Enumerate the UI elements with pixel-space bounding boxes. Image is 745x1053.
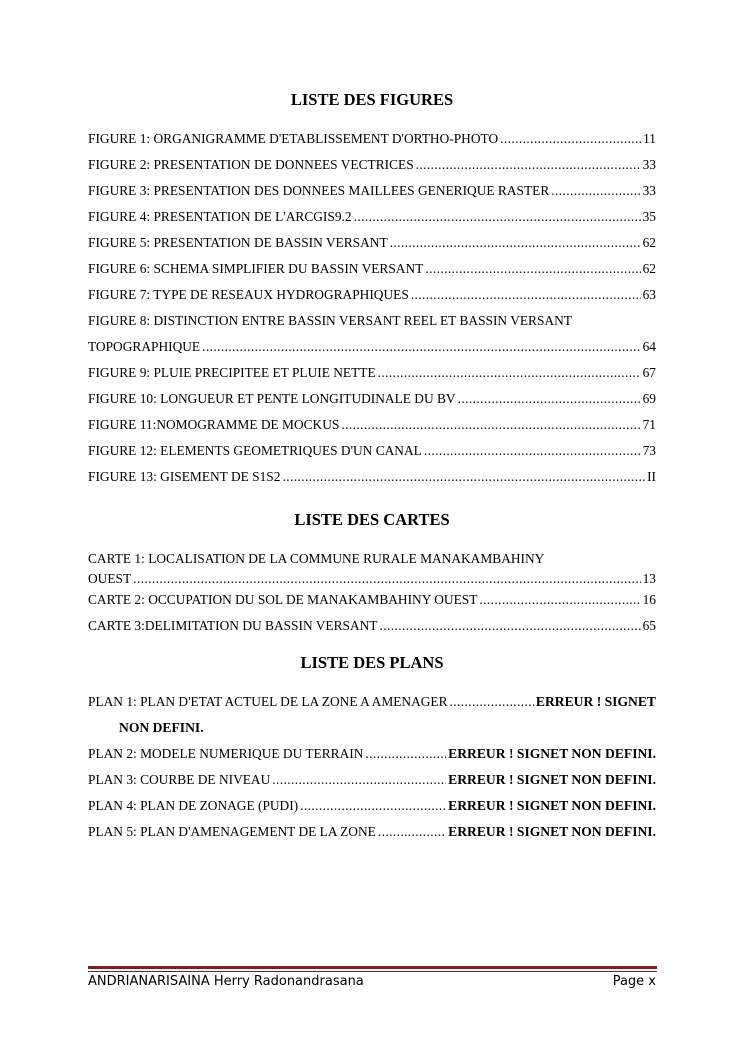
toc-entry-title: PLAN 4: PLAN DE ZONAGE (PUDI) — [88, 798, 299, 813]
dot-leader — [380, 617, 641, 635]
dot-leader — [479, 591, 640, 609]
toc-entry-error: ERREUR ! SIGNET — [535, 694, 656, 709]
dot-leader — [424, 442, 641, 460]
dot-leader — [354, 208, 641, 226]
toc-entry[interactable] — [88, 390, 656, 408]
toc-entry-page: 64 — [642, 339, 656, 354]
toc-entry-error: ERREUR ! SIGNET NON DEFINI. — [448, 746, 656, 761]
toc-entry-title: PLAN 2: MODELE NUMERIQUE DU TERRAIN — [88, 746, 364, 761]
toc-entry-page: 71 — [642, 417, 656, 432]
dot-leader — [282, 468, 645, 486]
toc-entry-title: FIGURE 12: ELEMENTS GEOMETRIQUES D'UN CANAL — [88, 443, 422, 458]
toc-entry[interactable] — [88, 771, 656, 789]
toc-entry[interactable] — [88, 130, 656, 148]
toc-entry-title: FIGURE 3: PRESENTATION DES DONNEES MAILLEES GENERIQUE RASTER — [88, 183, 550, 198]
toc-entry-title-line1[interactable]: FIGURE 8: DISTINCTION ENTRE BASSIN VERSANT REEL ET BASSIN VERSANT — [88, 313, 572, 328]
dot-leader — [551, 182, 640, 200]
toc-entry[interactable] — [88, 468, 656, 486]
dot-leader — [450, 693, 534, 711]
toc-entry-title: FIGURE 13: GISEMENT DE S1S2 — [88, 469, 281, 484]
dot-leader — [365, 745, 446, 763]
dot-leader — [390, 234, 641, 252]
toc-entry-title: FIGURE 2: PRESENTATION DE DONNEES VECTRICES — [88, 157, 414, 172]
toc-entry-page: 65 — [642, 618, 656, 633]
dot-leader — [416, 156, 641, 174]
toc-entry-title: CARTE 2: OCCUPATION DU SOL DE MANAKAMBAHINY OUEST — [88, 592, 478, 607]
toc-entry-page: 62 — [642, 235, 656, 250]
toc-entry-title: FIGURE 7: TYPE DE RESEAUX HYDROGRAPHIQUES — [88, 287, 409, 302]
toc-entry[interactable] — [88, 234, 656, 252]
toc-entry[interactable] — [88, 208, 656, 226]
toc-entry-error: ERREUR ! SIGNET NON DEFINI. — [448, 798, 656, 813]
footer-page-number: Page x — [612, 974, 656, 989]
toc-entry-title: TOPOGRAPHIQUE — [88, 339, 201, 354]
dot-leader — [378, 823, 446, 841]
toc-entry[interactable] — [88, 442, 656, 460]
toc-entry[interactable] — [88, 617, 656, 635]
dot-leader — [341, 416, 640, 434]
toc-entry-title: FIGURE 5: PRESENTATION DE BASSIN VERSANT — [88, 235, 388, 250]
figures-heading: LISTE DES FIGURES — [290, 90, 454, 109]
toc-entry-page: 63 — [642, 287, 656, 302]
toc-entry[interactable] — [88, 182, 656, 200]
toc-entry-page: 33 — [642, 183, 656, 198]
toc-entry-title: OUEST — [88, 571, 132, 586]
toc-entry[interactable] — [88, 823, 656, 841]
toc-entry[interactable] — [88, 260, 656, 278]
dot-leader — [458, 390, 641, 408]
toc-entry-page: II — [647, 469, 656, 484]
toc-entry-error: ERREUR ! SIGNET NON DEFINI. — [448, 772, 656, 787]
toc-entry-page: 13 — [642, 571, 656, 586]
toc-entry[interactable] — [88, 591, 656, 609]
toc-entry-page: 62 — [642, 261, 656, 276]
toc-entry[interactable] — [88, 156, 656, 174]
plans-heading: LISTE DES PLANS — [300, 653, 444, 672]
toc-entry[interactable] — [88, 286, 656, 304]
toc-entry-page: 16 — [642, 592, 656, 607]
toc-entry-page: 67 — [642, 365, 656, 380]
dot-leader — [300, 797, 446, 815]
toc-entry-title: CARTE 3:DELIMITATION DU BASSIN VERSANT — [88, 618, 378, 633]
dot-leader — [272, 771, 446, 789]
toc-entry[interactable] — [88, 797, 656, 815]
toc-entry[interactable] — [88, 364, 656, 382]
toc-entry-title: FIGURE 9: PLUIE PRECIPITEE ET PLUIE NETTE — [88, 365, 376, 380]
toc-entry[interactable] — [88, 693, 656, 711]
toc-entry-page: 73 — [642, 443, 656, 458]
toc-entry[interactable] — [88, 570, 656, 588]
toc-entry-page: 35 — [642, 209, 656, 224]
toc-entry-error: ERREUR ! SIGNET NON DEFINI. — [448, 824, 656, 839]
toc-entry-title: PLAN 3: COURBE DE NIVEAU — [88, 772, 271, 787]
toc-entry-title: FIGURE 10: LONGUEUR ET PENTE LONGITUDINALE DU BV — [88, 391, 456, 406]
toc-entry[interactable] — [88, 416, 656, 434]
dot-leader — [411, 286, 641, 304]
toc-entry-title: PLAN 5: PLAN D'AMENAGEMENT DE LA ZONE — [88, 824, 376, 839]
page-footer — [88, 974, 656, 992]
toc-entry-title-line1[interactable]: CARTE 1: LOCALISATION DE LA COMMUNE RURALE MANAKAMBAHINY — [88, 551, 545, 566]
footer-author: ANDRIANARISAINA Herry Radonandrasana — [88, 974, 364, 989]
dot-leader — [500, 130, 641, 148]
toc-entry[interactable] — [88, 338, 656, 356]
dot-leader — [378, 364, 641, 382]
toc-entry-error-continuation: NON DEFINI. — [119, 720, 204, 735]
toc-entry[interactable] — [88, 745, 656, 763]
toc-entry-page: 69 — [642, 391, 656, 406]
footer-rule-thick — [88, 966, 657, 969]
dot-leader — [425, 260, 640, 278]
footer-rule-thin — [88, 971, 657, 972]
toc-entry-title: FIGURE 4: PRESENTATION DE L'ARCGIS9.2 — [88, 209, 352, 224]
toc-entry-title: FIGURE 6: SCHEMA SIMPLIFIER DU BASSIN VERSANT — [88, 261, 424, 276]
toc-entry-title: PLAN 1: PLAN D'ETAT ACTUEL DE LA ZONE A AMENAGER — [88, 694, 448, 709]
cartes-heading: LISTE DES CARTES — [294, 510, 450, 529]
dot-leader — [133, 570, 640, 588]
toc-entry-title: FIGURE 11:NOMOGRAMME DE MOCKUS — [88, 417, 340, 432]
toc-entry-title: FIGURE 1: ORGANIGRAMME D'ETABLISSEMENT D'ORTHO-PHOTO — [88, 131, 499, 146]
toc-entry-page: 33 — [642, 157, 656, 172]
dot-leader — [202, 338, 641, 356]
toc-entry-page: 11 — [643, 131, 656, 146]
